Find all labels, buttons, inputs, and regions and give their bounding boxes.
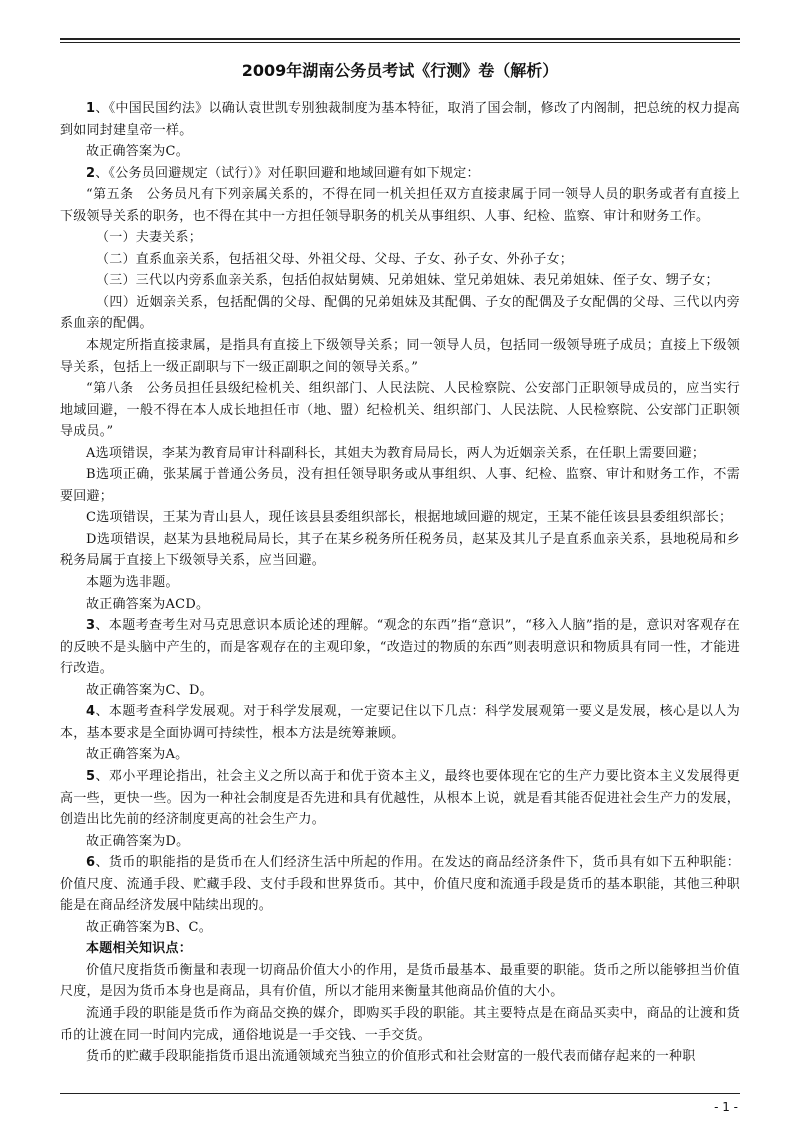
paragraph-text: 故正确答案为ACD。 <box>86 596 210 612</box>
paragraph <box>60 270 740 292</box>
paragraph-text: 价值尺度指货币衡量和表现一切商品价值大小的作用，是货币最基本、最重要的职能。货币之所以能够担当价值尺度，是因为货币本身也是商品，具有价值，所以才能用来衡量其他商品价值的大小。 <box>60 962 740 1000</box>
paragraph <box>60 292 740 335</box>
paragraph-text: 本题为选非题。 <box>86 575 179 591</box>
paragraph-text: D选项错误，赵某为县地税局局长，其子在某乡税务所任税务员，赵某及其儿子是直系血亲关系，县地税局和乡税务局属于直接上下级领导关系，应当回避。 <box>60 531 740 569</box>
question-number: 4 <box>86 704 96 720</box>
paragraph <box>60 744 740 766</box>
question-number: 2 <box>86 165 96 181</box>
question-number: 3 <box>86 618 96 634</box>
paragraph <box>60 852 740 917</box>
footer-rule <box>60 1093 740 1094</box>
paragraph <box>60 507 740 529</box>
paragraph-text: （二）直系血亲关系，包括祖父母、外祖父母、父母、子女、孙子女、外孙子女； <box>96 251 574 267</box>
paragraph-text: “第八条 公务员担任县级纪检机关、组织部门、人民法院、人民检察院、公安部门正职领导成员的，应当实行地域回避，一般不得在本人成长地担任市（地、盟）纪检机关、组织部门、人民法院、人民检察院、公安部门正职领导成员。” <box>60 381 740 440</box>
paragraph <box>60 227 740 249</box>
paragraph <box>60 443 740 465</box>
paragraph-text: （四）近姻亲关系，包括配偶的父母、配偶的兄弟姐妹及其配偶、子女的配偶及子女配偶的父母、三代以内旁系血亲的配偶。 <box>60 294 740 332</box>
question-number: 5 <box>86 768 96 784</box>
paragraph <box>60 335 740 378</box>
paragraph-text: 流通手段的职能是货币作为商品交换的媒介，即购买手段的职能。其主要特点是在商品买卖中，商品的让渡和货币的让渡在同一时间内完成，通俗地说是一手交钱、一手交货。 <box>60 1005 740 1043</box>
page-number: - 1 - <box>714 1100 738 1114</box>
question-number: 6 <box>86 855 96 871</box>
paragraph <box>60 464 740 507</box>
header-rule-thick <box>60 38 740 40</box>
paragraph <box>60 184 740 227</box>
paragraph-text: 、货币的职能指的是货币在人们经济生活中所起的作用。在发达的商品经济条件下，货币具有如下五种职能：价值尺度、流通手段、贮藏手段、支付手段和世界货币。其中，价值尺度和流通手段是货币的基本职能，其他三种职能是在商品经济发展中陆续出现的。 <box>60 855 740 914</box>
paragraph-text: “第五条 公务员凡有下列亲属关系的，不得在同一机关担任双方直接隶属于同一领导人员的职务或者有直接上下级领导关系的职务，也不得在其中一方担任领导职务的机关从事组织、人事、纪检、监察、审计和财务工作。 <box>60 187 740 224</box>
section-heading: 本题相关知识点： <box>86 941 193 957</box>
paragraph <box>60 141 740 163</box>
page-title: 2009年湖南公务员考试《行测》卷（解析） <box>241 61 559 80</box>
paragraph-text: 本规定所指直接隶属，是指具有直接上下级领导关系；同一领导人员，包括同一级领导班子成员；直接上下级领导关系，包括上一级正副职与下一级正副职之间的领导关系。” <box>60 338 740 375</box>
paragraph <box>60 938 740 960</box>
document-body <box>60 98 740 1068</box>
paragraph-text: 、《中国民国约法》以确认袁世凯专别独裁制度为基本特征，取消了国会制，修改了内阁制，把总统的权力提高到如同封建皇帝一样。 <box>60 101 740 138</box>
paragraph-text: 故正确答案为A。 <box>86 747 189 763</box>
paragraph <box>60 594 740 616</box>
paragraph <box>60 960 740 1003</box>
paragraph-text: （三）三代以内旁系血亲关系，包括伯叔姑舅姨、兄弟姐妹、堂兄弟姐妹、表兄弟姐妹、侄子女、甥子女； <box>96 273 719 289</box>
paragraph <box>60 572 740 594</box>
paragraph <box>60 917 740 939</box>
paragraph-text: 、本题考查考生对马克思意识本质论述的理解。“观念的东西”指“意识”，“移入人脑”指的是，意识对客观存在的反映不是头脑中产生的，而是客观存在的主观印象，“改造过的物质的东西”则表明意识和物质具有同一性，才能进行改造。 <box>60 618 740 677</box>
paragraph <box>60 680 740 702</box>
paragraph-text: A选项错误，李某为教育局审计科副科长，其姐夫为教育局局长，两人为近姻亲关系，在任职上需要回避； <box>86 445 706 461</box>
paragraph <box>60 615 740 680</box>
paragraph-text: 故正确答案为D。 <box>86 833 190 849</box>
paragraph <box>60 1003 740 1046</box>
paragraph-text: 货币的贮藏手段职能指货币退出流通领域充当独立的价值形式和社会财富的一般代表而储存起来的一种职 <box>86 1049 696 1065</box>
paragraph-text: 、邓小平理论指出，社会主义之所以高于和优于资本主义，最终也要体现在它的生产力要比资本主义发展得更高一些，更快一些。因为一种社会制度是否先进和具有优越性，从根本上说，就是看其能否促进社会生产力的发展，创造出比先前的经济制度更高的社会生产力。 <box>60 768 740 828</box>
paragraph <box>60 1046 740 1068</box>
paragraph-text: （一）夫妻关系； <box>96 230 203 246</box>
paragraph <box>60 163 740 185</box>
paragraph <box>60 98 740 141</box>
paragraph-text: 、《公务员回避规定（试行）》对任职回避和地域回避有如下规定： <box>95 165 480 181</box>
paragraph <box>60 701 740 744</box>
paragraph <box>60 766 740 831</box>
paragraph-text: 、本题考查科学发展观。对于科学发展观，一定要记住以下几点：科学发展观第一要义是发展，核心是以人为本，基本要求是全面协调可持续性，根本方法是统筹兼顾。 <box>60 704 740 741</box>
paragraph-text: B选项正确，张某属于普通公务员，没有担任领导职务或从事组织、人事、纪检、监察、审计和财务工作，不需要回避； <box>60 467 740 504</box>
paragraph-text: 故正确答案为C。 <box>86 144 189 160</box>
paragraph-text: C选项错误，王某为青山县人，现任该县县委组织部长，根据地域回避的规定，王某不能任该县县委组织部长； <box>86 510 733 526</box>
question-number: 1 <box>86 101 96 116</box>
paragraph <box>60 378 740 443</box>
header-rule-thin <box>60 42 740 43</box>
paragraph <box>60 831 740 853</box>
paragraph <box>60 529 740 572</box>
paragraph <box>60 249 740 271</box>
paragraph-text: 故正确答案为B、C。 <box>86 919 213 935</box>
paragraph-text: 故正确答案为C、D。 <box>86 682 213 698</box>
